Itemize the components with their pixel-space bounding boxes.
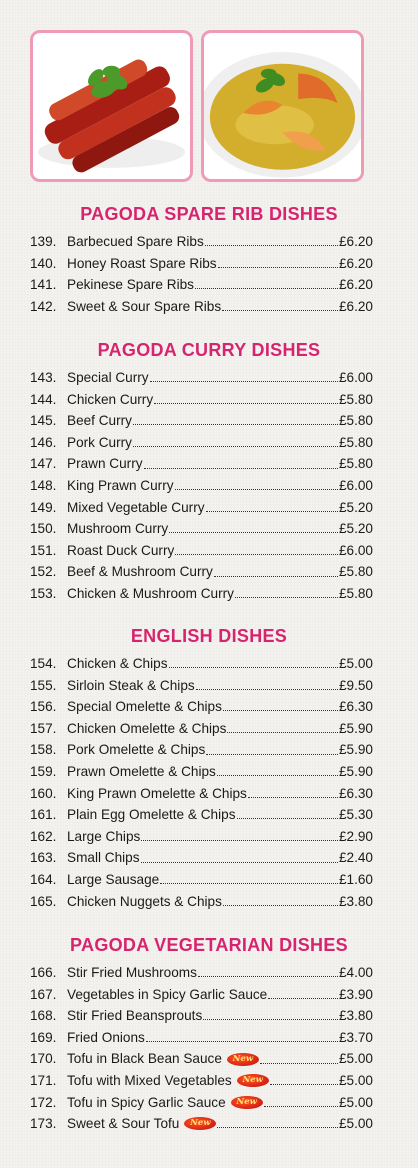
dot-leader bbox=[175, 489, 338, 490]
spare-ribs-image bbox=[33, 33, 190, 179]
item-price: £3.90 bbox=[338, 986, 373, 1002]
curry-photo bbox=[201, 30, 364, 182]
section-curry-dishes bbox=[0, 337, 418, 605]
item-number: 158. bbox=[30, 742, 57, 758]
item-price: £2.40 bbox=[338, 850, 373, 866]
dot-leader bbox=[248, 797, 338, 798]
item-name: Pekinese Spare Ribs bbox=[67, 277, 194, 293]
item-name: Chicken & Chips bbox=[67, 656, 168, 671]
dot-leader bbox=[206, 754, 338, 755]
menu-item bbox=[0, 432, 418, 454]
curry-image bbox=[204, 33, 361, 179]
menu-item bbox=[0, 847, 418, 869]
item-price: £3.80 bbox=[338, 893, 373, 909]
item-price: £5.00 bbox=[338, 1072, 373, 1088]
menu-item bbox=[0, 653, 418, 675]
menu-item bbox=[0, 453, 418, 475]
item-name: Chicken Curry bbox=[67, 391, 154, 407]
item-number: 161. bbox=[30, 807, 57, 823]
dot-leader bbox=[223, 905, 338, 906]
item-number: 155. bbox=[30, 677, 57, 693]
item-name: Large Sausage bbox=[67, 871, 160, 887]
item-price: £6.30 bbox=[338, 699, 373, 715]
item-price: £6.20 bbox=[338, 298, 373, 314]
dot-leader bbox=[223, 710, 338, 711]
section-spare-rib-dishes bbox=[0, 201, 418, 317]
photo-strip bbox=[30, 30, 370, 182]
menu-item bbox=[0, 1092, 418, 1114]
item-price: £5.00 bbox=[338, 656, 373, 671]
dot-leader bbox=[196, 689, 338, 690]
dot-leader bbox=[217, 775, 338, 776]
dot-leader bbox=[270, 1084, 338, 1085]
menu-list bbox=[0, 367, 418, 605]
menu-item bbox=[0, 367, 418, 389]
item-number: 167. bbox=[30, 986, 57, 1002]
menu-item bbox=[0, 718, 418, 740]
item-name: Small Chips bbox=[67, 850, 140, 866]
item-number: 165. bbox=[30, 893, 57, 909]
menu-item bbox=[0, 826, 418, 848]
item-price: £5.80 bbox=[338, 391, 373, 407]
menu-item bbox=[0, 253, 418, 275]
item-number: 166. bbox=[30, 965, 57, 980]
dot-leader bbox=[206, 511, 338, 512]
menu-item bbox=[0, 583, 418, 605]
item-number: 145. bbox=[30, 413, 57, 429]
item-name: Prawn Omelette & Chips bbox=[67, 763, 216, 779]
item-number: 171. bbox=[30, 1072, 57, 1088]
item-number: 168. bbox=[30, 1008, 57, 1024]
item-name: Beef Curry bbox=[67, 413, 132, 429]
item-price: £6.00 bbox=[338, 477, 373, 493]
new-badge: New bbox=[231, 1096, 263, 1109]
item-number: 157. bbox=[30, 720, 57, 736]
dot-leader bbox=[160, 883, 338, 884]
menu-item bbox=[0, 410, 418, 432]
item-price: £5.90 bbox=[338, 742, 373, 758]
item-number: 163. bbox=[30, 850, 57, 866]
item-number: 150. bbox=[30, 521, 57, 537]
menu-item bbox=[0, 1070, 418, 1092]
new-badge: New bbox=[227, 1053, 259, 1066]
item-name: Tofu with Mixed Vegetables bbox=[67, 1072, 232, 1088]
item-number: 152. bbox=[30, 564, 57, 580]
item-name: Pork Curry bbox=[67, 434, 132, 450]
menu-item bbox=[0, 231, 418, 253]
item-price: £6.20 bbox=[338, 255, 373, 271]
dot-leader bbox=[154, 403, 338, 404]
item-name: Prawn Curry bbox=[67, 456, 143, 472]
item-price: £5.80 bbox=[338, 564, 373, 580]
menu-item bbox=[0, 518, 418, 540]
item-price: £6.20 bbox=[338, 234, 373, 249]
item-price: £3.80 bbox=[338, 1008, 373, 1024]
dot-leader bbox=[260, 1063, 338, 1064]
dot-leader bbox=[237, 818, 338, 819]
dot-leader bbox=[133, 446, 338, 447]
item-name: Sirloin Steak & Chips bbox=[67, 677, 195, 693]
item-price: £5.80 bbox=[338, 585, 373, 601]
item-number: 149. bbox=[30, 499, 57, 515]
item-number: 139. bbox=[30, 234, 57, 249]
dot-leader bbox=[169, 532, 338, 533]
item-name: Large Chips bbox=[67, 828, 141, 844]
item-name: Honey Roast Spare Ribs bbox=[67, 255, 217, 271]
dot-leader bbox=[169, 667, 338, 668]
new-badge: New bbox=[184, 1117, 216, 1130]
item-price: £5.90 bbox=[338, 763, 373, 779]
dot-leader bbox=[146, 1041, 338, 1042]
item-name: Special Curry bbox=[67, 370, 149, 385]
dot-leader bbox=[141, 862, 338, 863]
item-number: 159. bbox=[30, 763, 57, 779]
section-title: ENGLISH DISHES bbox=[130, 626, 288, 646]
item-name: Plain Egg Omelette & Chips bbox=[67, 807, 236, 823]
item-price: £6.20 bbox=[338, 277, 373, 293]
section-title: PAGODA CURRY DISHES bbox=[97, 340, 321, 360]
item-name: Sweet & Sour Tofu bbox=[67, 1116, 180, 1132]
menu-item bbox=[0, 540, 418, 562]
item-number: 146. bbox=[30, 434, 57, 450]
item-price: £6.00 bbox=[338, 370, 373, 385]
item-price: £5.80 bbox=[338, 434, 373, 450]
menu-list bbox=[0, 962, 418, 1135]
dot-leader bbox=[195, 288, 338, 289]
item-name: Stir Fried Mushrooms bbox=[67, 965, 197, 980]
spare-ribs-photo bbox=[30, 30, 193, 182]
item-price: £1.60 bbox=[338, 871, 373, 887]
item-name: King Prawn Curry bbox=[67, 477, 174, 493]
item-price: £4.00 bbox=[338, 965, 373, 980]
item-price: £6.30 bbox=[338, 785, 373, 801]
item-price: £2.90 bbox=[338, 828, 373, 844]
item-name: Sweet & Sour Spare Ribs bbox=[67, 298, 222, 314]
menu-item bbox=[0, 984, 418, 1006]
dot-leader bbox=[217, 1127, 338, 1128]
menu-item bbox=[0, 1113, 418, 1135]
section-title: PAGODA SPARE RIB DISHES bbox=[80, 204, 338, 224]
item-price: £5.30 bbox=[338, 807, 373, 823]
item-name: Stir Fried Beansprouts bbox=[67, 1008, 203, 1024]
item-number: 151. bbox=[30, 542, 57, 558]
dot-leader bbox=[227, 732, 338, 733]
item-number: 147. bbox=[30, 456, 57, 472]
item-number: 148. bbox=[30, 477, 57, 493]
item-name: Tofu in Spicy Garlic Sauce bbox=[67, 1094, 226, 1110]
dot-leader bbox=[205, 245, 338, 246]
menu-item bbox=[0, 389, 418, 411]
item-price: £5.80 bbox=[338, 456, 373, 472]
dot-leader bbox=[222, 310, 338, 311]
item-price: £5.00 bbox=[338, 1094, 373, 1110]
item-number: 170. bbox=[30, 1051, 57, 1067]
item-number: 154. bbox=[30, 656, 57, 671]
dot-leader bbox=[133, 424, 338, 425]
item-price: £5.20 bbox=[338, 521, 373, 537]
item-price: £6.00 bbox=[338, 542, 373, 558]
item-name: Chicken & Mushroom Curry bbox=[67, 585, 234, 601]
item-name: Special Omelette & Chips bbox=[67, 699, 222, 715]
item-number: 164. bbox=[30, 871, 57, 887]
item-number: 172. bbox=[30, 1094, 57, 1110]
item-name: Tofu in Black Bean Sauce bbox=[67, 1051, 222, 1067]
dot-leader bbox=[141, 840, 338, 841]
dot-leader bbox=[144, 468, 338, 469]
dot-leader bbox=[203, 1019, 338, 1020]
menu-item bbox=[0, 783, 418, 805]
item-name: Barbecued Spare Ribs bbox=[67, 234, 204, 249]
dot-leader bbox=[264, 1106, 338, 1107]
section-title: PAGODA VEGETARIAN DISHES bbox=[70, 935, 348, 955]
menu-item bbox=[0, 1005, 418, 1027]
item-name: Beef & Mushroom Curry bbox=[67, 564, 213, 580]
item-number: 153. bbox=[30, 585, 57, 601]
item-price: £5.00 bbox=[338, 1051, 373, 1067]
item-price: £5.80 bbox=[338, 413, 373, 429]
dot-leader bbox=[175, 554, 338, 555]
menu-item bbox=[0, 739, 418, 761]
item-name: Pork Omelette & Chips bbox=[67, 742, 206, 758]
section-english-dishes bbox=[0, 623, 418, 912]
dot-leader bbox=[218, 267, 338, 268]
menu-item bbox=[0, 1027, 418, 1049]
section-vegetarian-dishes bbox=[0, 932, 418, 1135]
menu-item bbox=[0, 296, 418, 318]
menu-list bbox=[0, 653, 418, 912]
item-number: 156. bbox=[30, 699, 57, 715]
item-name: Mixed Vegetable Curry bbox=[67, 499, 205, 515]
item-name: Roast Duck Curry bbox=[67, 542, 175, 558]
item-name: Vegetables in Spicy Garlic Sauce bbox=[67, 986, 268, 1002]
item-number: 173. bbox=[30, 1116, 57, 1132]
item-price: £9.50 bbox=[338, 677, 373, 693]
menu-item bbox=[0, 891, 418, 913]
dot-leader bbox=[268, 998, 338, 999]
item-name: Chicken Nuggets & Chips bbox=[67, 893, 222, 909]
menu-item bbox=[0, 761, 418, 783]
item-number: 143. bbox=[30, 370, 57, 385]
item-number: 144. bbox=[30, 391, 57, 407]
menu-item bbox=[0, 869, 418, 891]
item-price: £5.90 bbox=[338, 720, 373, 736]
menu-item bbox=[0, 475, 418, 497]
item-name: Fried Onions bbox=[67, 1029, 145, 1045]
dot-leader bbox=[150, 381, 338, 382]
item-price: £5.20 bbox=[338, 499, 373, 515]
menu-item bbox=[0, 497, 418, 519]
menu-item bbox=[0, 561, 418, 583]
item-name: Mushroom Curry bbox=[67, 521, 169, 537]
dot-leader bbox=[198, 976, 338, 977]
dot-leader bbox=[214, 576, 338, 577]
item-number: 140. bbox=[30, 255, 57, 271]
item-number: 141. bbox=[30, 277, 57, 293]
item-name: King Prawn Omelette & Chips bbox=[67, 785, 247, 801]
item-price: £3.70 bbox=[338, 1029, 373, 1045]
new-badge: New bbox=[237, 1074, 269, 1087]
item-name: Chicken Omelette & Chips bbox=[67, 720, 227, 736]
item-price: £5.00 bbox=[338, 1116, 373, 1132]
item-number: 169. bbox=[30, 1029, 57, 1045]
item-number: 160. bbox=[30, 785, 57, 801]
menu-item bbox=[0, 696, 418, 718]
menu-item bbox=[0, 274, 418, 296]
menu-item bbox=[0, 1048, 418, 1070]
menu-item bbox=[0, 675, 418, 697]
menu-item bbox=[0, 804, 418, 826]
item-number: 142. bbox=[30, 298, 57, 314]
menu-item bbox=[0, 962, 418, 984]
menu-list bbox=[0, 231, 418, 317]
dot-leader bbox=[235, 597, 338, 598]
item-number: 162. bbox=[30, 828, 57, 844]
